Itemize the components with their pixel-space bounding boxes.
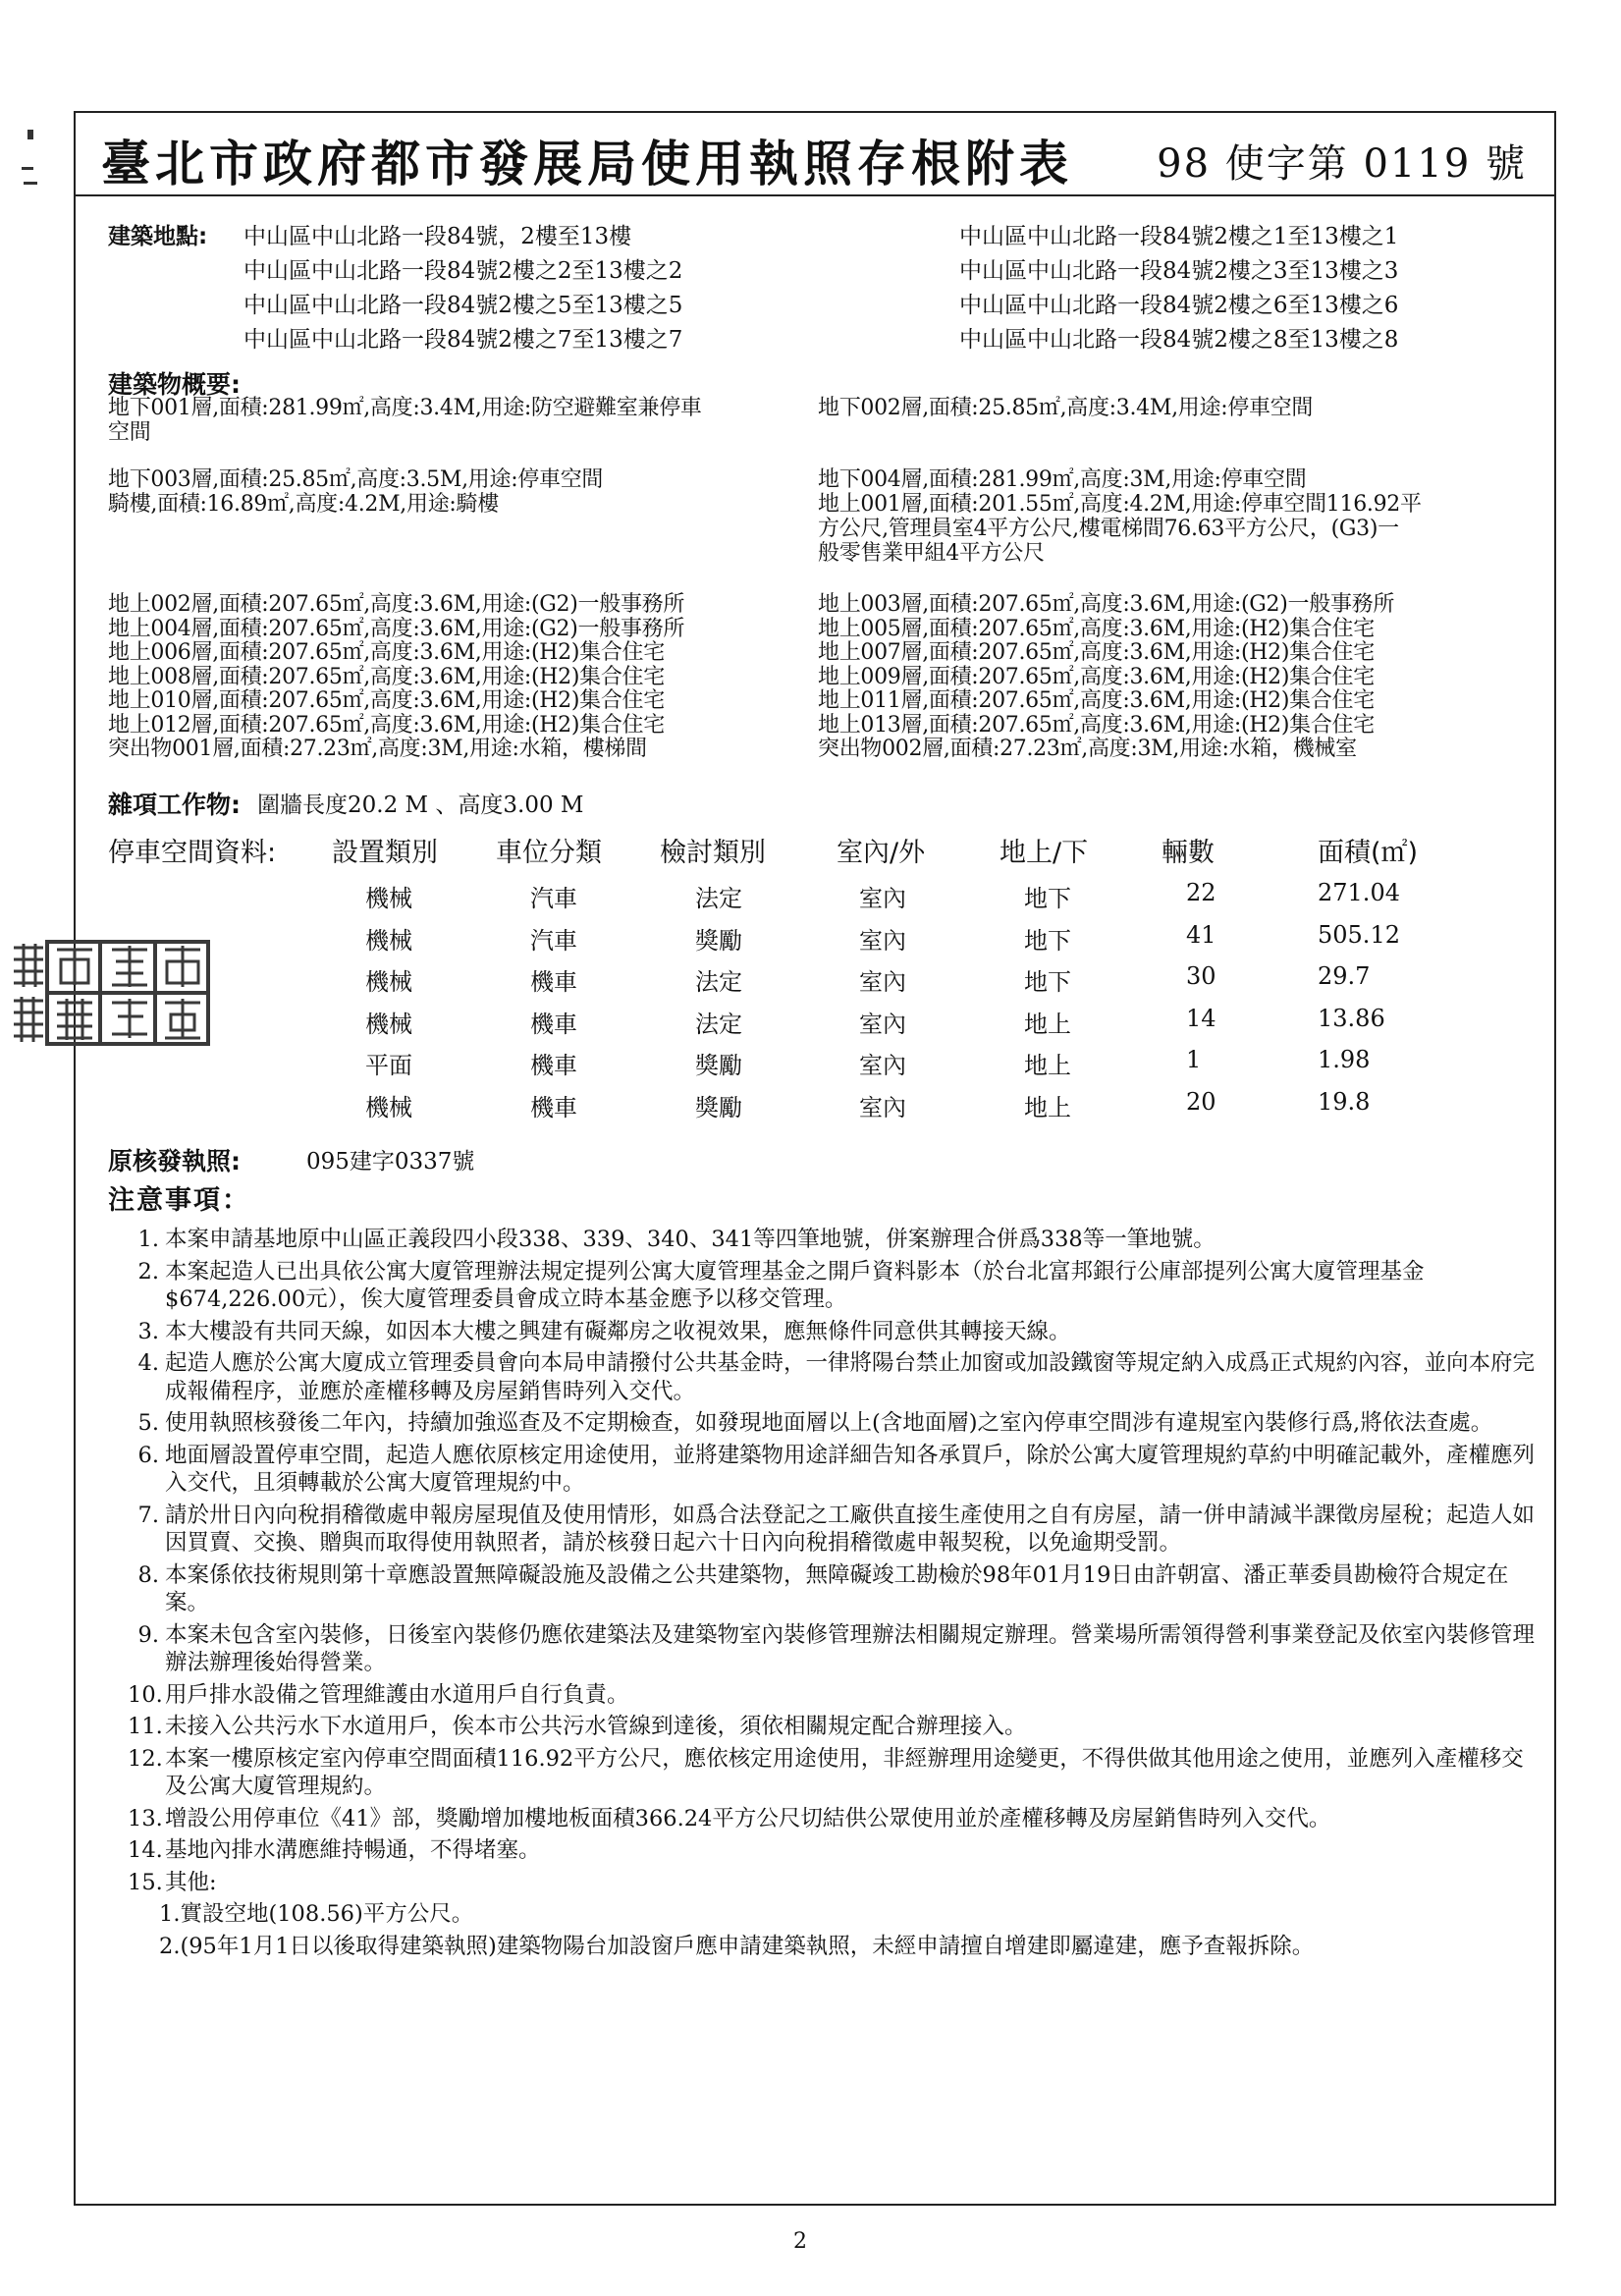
parking-cell: 地下	[1024, 885, 1071, 912]
floor-line: 地下001層,面積:281.99㎡,高度:3.4M,用途:防空避難室兼停車	[108, 396, 702, 420]
parking-label: 停車空間資料:	[108, 838, 277, 868]
parking-cell: 41	[1186, 920, 1216, 949]
original-permit-label: 原核發執照:	[108, 1147, 241, 1175]
note-text: 地面層設置停車空間，起造人應依原核定用途使用，並將建築物用途詳細告知各承買戶，除於公寓大廈管理規約草約中明確記載外，產權應列入交代，且須轉載於公寓大廈管理規約中。	[165, 1442, 1536, 1496]
site-address: 中山區中山北路一段84號2樓之8至13樓之8	[959, 327, 1399, 353]
parking-cell: 獎勵	[695, 1052, 742, 1079]
note-number: 9.	[137, 1621, 159, 1648]
floor-line: 地上004層,面積:207.65㎡,高度:3.6M,用途:(G2)一般事務所	[108, 616, 685, 641]
parking-cell: 獎勵	[695, 1093, 742, 1121]
note-number: 7.	[137, 1502, 159, 1528]
note-text: 本案一樓原核定室內停車空間面積116.92平方公尺，應依核定用途使用，非經辦理用途變更，不得供做其他用途之使用，並應列入產權移交及公寓大廈管理規約。	[165, 1745, 1524, 1799]
note-item	[128, 1836, 1537, 1865]
note-item	[128, 1869, 1537, 1897]
note-number: 4.	[137, 1350, 159, 1376]
note-number: 15.	[128, 1869, 163, 1895]
site-address: 中山區中山北路一段84號2樓之5至13樓之5	[243, 293, 683, 318]
note-item	[128, 1805, 1537, 1833]
note-item	[128, 1681, 1537, 1710]
parking-cell: 機械	[365, 1093, 412, 1121]
parking-cell: 機車	[530, 1093, 577, 1121]
note-item	[128, 1318, 1537, 1346]
site-address: 中山區中山北路一段84號2樓之2至13樓之2	[243, 258, 683, 284]
parking-header: 地上/下	[1000, 838, 1089, 868]
parking-cell: 平面	[365, 1052, 412, 1079]
floor-line: 方公尺,管理員室4平方公尺,樓電梯間76.63平方公尺，(G3)一	[818, 517, 1399, 541]
scan-mark	[22, 167, 33, 170]
parking-cell: 30	[1186, 962, 1216, 990]
note-text: 起造人應於公寓大廈成立管理委員會向本局申請撥付公共基金時，一律將陽台禁止加窗或加設鐵窗等規定納入成爲正式規約內容，並向本府完成報備程序，並應於產權移轉及房屋銷售時列入交代。	[165, 1350, 1536, 1404]
parking-cell: 地上	[1024, 1010, 1071, 1038]
note-item	[128, 1226, 1537, 1254]
note-item	[128, 1502, 1537, 1558]
note-item	[128, 1745, 1537, 1801]
floor-line: 突出物001層,面積:27.23㎡,高度:3M,用途:水箱，樓梯間	[108, 737, 647, 761]
parking-header: 車位分類	[496, 838, 602, 868]
parking-cell: 機械	[365, 926, 412, 955]
site-address: 中山區中山北路一段84號2樓之6至13樓之6	[959, 293, 1399, 318]
note-number: 11.	[128, 1714, 163, 1739]
overview-label: 建築物概要:	[108, 370, 241, 399]
misc-label: 雜項工作物:	[108, 791, 241, 819]
note-item	[128, 1442, 1537, 1498]
floor-line: 地上010層,面積:207.65㎡,高度:3.6M,用途:(H2)集合住宅	[108, 688, 665, 713]
floor-line: 空間	[108, 420, 151, 445]
note-text: 本案申請基地原中山區正義段四小段338、339、340、341等四筆地號，併案辦理合併爲338等一筆地號。	[165, 1227, 1216, 1252]
parking-cell: 法定	[695, 968, 742, 996]
floor-line: 突出物002層,面積:27.23㎡,高度:3M,用途:水箱，機械室	[818, 737, 1357, 761]
parking-cell: 室內	[859, 926, 906, 955]
note-number: 13.	[128, 1805, 163, 1831]
right-floor-list	[818, 593, 1394, 762]
left-floor-list	[108, 593, 684, 762]
parking-cell: 1	[1186, 1046, 1202, 1073]
note-item	[128, 1621, 1537, 1677]
parking-cell: 機械	[365, 885, 412, 912]
note-number: 3.	[137, 1318, 159, 1344]
floor-line: 地上002層,面積:207.65㎡,高度:3.6M,用途:(G2)一般事務所	[108, 592, 685, 617]
notes-list	[128, 1226, 1537, 1964]
overview-b1	[108, 396, 702, 445]
floor-line: 般零售業甲組4平方公尺	[818, 541, 1045, 566]
parking-cell: 室內	[859, 968, 906, 996]
official-seal-icon	[10, 938, 211, 1048]
note-number: 5.	[137, 1410, 159, 1436]
parking-cell: 19.8	[1318, 1087, 1371, 1116]
parking-cell: 13.86	[1318, 1004, 1385, 1032]
original-permit-value: 095建字0337號	[306, 1149, 475, 1175]
note-text: 本大樓設有共同天線，如因本大樓之興建有礙鄰房之收視效果，應無條件同意供其轉接天線。	[165, 1318, 1071, 1344]
parking-header: 設置類別	[332, 838, 438, 868]
parking-cell: 地上	[1024, 1093, 1071, 1121]
parking-cell: 獎勵	[695, 926, 742, 955]
floor-line: 地上001層,面積:201.55㎡,高度:4.2M,用途:停車空間116.92平	[818, 492, 1422, 517]
note-item	[128, 1561, 1537, 1617]
parking-header: 檢討類別	[660, 838, 766, 868]
floor-line: 地上003層,面積:207.65㎡,高度:3.6M,用途:(G2)一般事務所	[818, 592, 1395, 617]
permit-number: 98 使字第 0119 號	[1157, 141, 1527, 187]
floor-line: 地上011層,面積:207.65㎡,高度:3.6M,用途:(H2)集合住宅	[818, 688, 1375, 713]
note-text: 未接入公共污水下水道用戶，俟本市公共污水管線到達後，須依相關規定配合辦理接入。	[165, 1714, 1027, 1739]
parking-cell: 室內	[859, 1052, 906, 1079]
note-text: 增設公用停車位《41》部，獎勵增加樓地板面積366.24平方公尺切結供公眾使用並於產權移轉及房屋銷售時列入交代。	[165, 1805, 1331, 1831]
parking-cell: 室內	[859, 1093, 906, 1121]
note-text: 基地內排水溝應維持暢通，不得堵塞。	[165, 1837, 541, 1863]
site-address: 中山區中山北路一段84號，2樓至13樓	[243, 224, 632, 249]
parking-cell: 1.98	[1318, 1046, 1371, 1073]
site-label: 建築地點:	[108, 224, 208, 249]
note-subitem: 2.(95年1月1日以後取得建築執照)建築物陽台加設窗戶應申請建築執照，未經申請擅自增建即屬違建，應予查報拆除。	[159, 1933, 1315, 1959]
parking-cell: 法定	[695, 885, 742, 912]
floor-line: 地下004層,面積:281.99㎡,高度:3M,用途:停車空間	[818, 467, 1307, 492]
site-left-list	[243, 220, 682, 357]
note-item	[128, 1349, 1537, 1405]
parking-cell: 地下	[1024, 926, 1071, 955]
parking-header: 室內/外	[837, 838, 926, 868]
parking-cell: 505.12	[1318, 920, 1400, 949]
parking-cell: 機車	[530, 1010, 577, 1038]
parking-cell: 29.7	[1318, 962, 1371, 990]
floor-line: 地上012層,面積:207.65㎡,高度:3.6M,用途:(H2)集合住宅	[108, 712, 665, 738]
misc-value: 圍牆長度20.2 M 、高度3.00 M	[257, 793, 584, 818]
parking-header: 面積(㎡)	[1318, 838, 1419, 868]
note-item	[128, 1713, 1537, 1741]
parking-cell: 法定	[695, 1010, 742, 1038]
note-number: 6.	[137, 1442, 159, 1468]
parking-cell: 機車	[530, 968, 577, 996]
floor-line: 地上005層,面積:207.65㎡,高度:3.6M,用途:(H2)集合住宅	[818, 616, 1375, 641]
parking-cell: 機械	[365, 968, 412, 996]
note-number: 8.	[137, 1561, 159, 1588]
page-number: 2	[793, 2229, 807, 2254]
floor-line: 地上013層,面積:207.65㎡,高度:3.6M,用途:(H2)集合住宅	[818, 712, 1375, 738]
parking-cell: 室內	[859, 1010, 906, 1038]
parking-header: 輛數	[1162, 838, 1215, 868]
floor-line: 地上008層,面積:207.65㎡,高度:3.6M,用途:(H2)集合住宅	[108, 664, 665, 689]
parking-cell: 地上	[1024, 1052, 1071, 1079]
floor-line: 地上009層,面積:207.65㎡,高度:3.6M,用途:(H2)集合住宅	[818, 664, 1375, 689]
note-number: 14.	[128, 1837, 163, 1863]
note-text: 使用執照核發後二年內，持續加強巡查及不定期檢查，如發現地面層以上(含地面層)之室內停車空間涉有違規室內裝修行爲,將依法查處。	[165, 1410, 1493, 1436]
title-row	[74, 111, 1556, 196]
note-item	[128, 1258, 1537, 1314]
site-address: 中山區中山北路一段84號2樓之1至13樓之1	[959, 224, 1399, 249]
parking-cell: 機械	[365, 1010, 412, 1038]
note-text: 其他:	[165, 1869, 217, 1895]
scan-mark	[27, 130, 33, 139]
parking-cell: 汽車	[530, 926, 577, 955]
overview-b3	[108, 467, 603, 517]
parking-cell: 地下	[1024, 968, 1071, 996]
note-text: 用戶排水設備之管理維護由水道用戶自行負責。	[165, 1681, 629, 1708]
parking-cell: 室內	[859, 885, 906, 912]
note-number: 12.	[128, 1745, 163, 1772]
note-text: 本案未包含室內裝修，日後室內裝修仍應依建築法及建築物室內裝修管理辦法相關規定辦理。營業場所需領得營利事業登記及依室內裝修管理辦法辦理後始得營業。	[165, 1621, 1536, 1675]
floor-line: 地上006層,面積:207.65㎡,高度:3.6M,用途:(H2)集合住宅	[108, 640, 665, 665]
note-item	[128, 1409, 1537, 1438]
parking-cell: 機車	[530, 1052, 577, 1079]
floor-line: 地下002層,面積:25.85㎡,高度:3.4M,用途:停車空間	[818, 396, 1314, 420]
notes-label: 注意事項：	[108, 1185, 250, 1216]
floor-line: 騎樓,面積:16.89㎡,高度:4.2M,用途:騎樓	[108, 492, 499, 517]
site-right-list	[959, 220, 1398, 357]
site-address: 中山區中山北路一段84號2樓之7至13樓之7	[243, 327, 683, 353]
site-address: 中山區中山北路一段84號2樓之3至13樓之3	[959, 258, 1399, 284]
parking-cell: 20	[1186, 1087, 1216, 1116]
overview-b4	[818, 467, 1422, 566]
note-number: 2.	[137, 1258, 159, 1285]
floor-line: 地上007層,面積:207.65㎡,高度:3.6M,用途:(H2)集合住宅	[818, 640, 1375, 665]
floor-line: 地下003層,面積:25.85㎡,高度:3.5M,用途:停車空間	[108, 467, 604, 492]
parking-cell: 汽車	[530, 885, 577, 912]
parking-cell: 14	[1186, 1004, 1216, 1032]
note-number: 10.	[128, 1681, 163, 1708]
parking-cell: 22	[1186, 879, 1216, 906]
note-number: 1.	[137, 1227, 159, 1252]
note-text: 請於卅日內向稅捐稽徵處申報房屋現值及使用情形，如爲合法登記之工廠供直接生產使用之自有房屋，請一併申請減半課徵房屋稅；起造人如因買賣、交換、贈與而取得使用執照者，請於核發日起六十日內向稅捐稽徵處申報契稅，以免逾期受罰。	[165, 1502, 1536, 1556]
note-subitem: 1.實設空地(108.56)平方公尺。	[159, 1901, 474, 1927]
parking-cell: 271.04	[1318, 879, 1400, 906]
note-text: 本案起造人已出具依公寓大廈管理辦法規定提列公寓大廈管理基金之開戶資料影本（於台北富邦銀行公庫部提列公寓大廈管理基金$674,226.00元），俟大廈管理委員會成立時本基金應予以移交管理。	[165, 1258, 1425, 1312]
scan-mark	[24, 182, 37, 185]
page-title: 臺北市政府都市發展局使用執照存根附表	[101, 135, 1073, 192]
note-text: 本案係依技術規則第十章應設置無障礙設施及設備之公共建築物，無障礙竣工勘檢於98年01月19日由許朝富、潘正華委員勘檢符合規定在案。	[165, 1561, 1509, 1615]
